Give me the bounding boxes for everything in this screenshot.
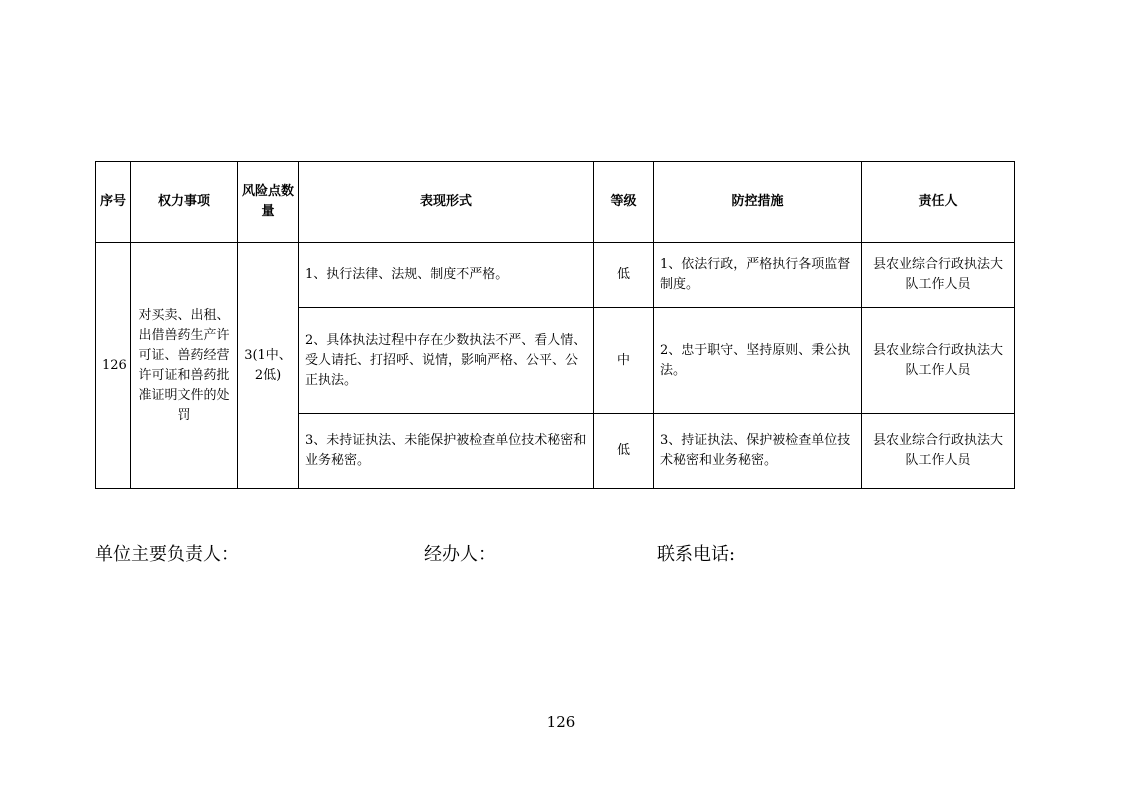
cell-measures: 2、忠于职守、坚持原则、秉公执法。 xyxy=(654,308,862,414)
header-risk-count: 风险点数量 xyxy=(238,162,299,243)
cell-level: 低 xyxy=(594,414,654,489)
header-power-item: 权力事项 xyxy=(131,162,238,243)
cell-seq: 126 xyxy=(96,243,131,489)
cell-manifestation: 1、执行法律、法规、制度不严格。 xyxy=(299,243,594,308)
cell-level: 低 xyxy=(594,243,654,308)
phone-label: 联系电话: xyxy=(657,544,736,565)
cell-responsible: 县农业综合行政执法大队工作人员 xyxy=(862,308,1015,414)
cell-manifestation: 3、未持证执法、未能保护被检查单位技术秘密和业务秘密。 xyxy=(299,414,594,489)
cell-measures: 3、持证执法、保护被检查单位技术秘密和业务秘密。 xyxy=(654,414,862,489)
cell-responsible: 县农业综合行政执法大队工作人员 xyxy=(862,243,1015,308)
header-level: 等级 xyxy=(594,162,654,243)
page-number: 126 xyxy=(546,713,576,731)
cell-power-item: 对买卖、出租、出借兽药生产许可证、兽药经营许可证和兽药批准证明文件的处罚 xyxy=(131,243,238,489)
cell-measures: 1、依法行政，严格执行各项监督制度。 xyxy=(654,243,862,308)
cell-manifestation: 2、具体执法过程中存在少数执法不严、看人情、受人请托、打招呼、说情，影响严格、公平、公正执法。 xyxy=(299,308,594,414)
header-responsible: 责任人 xyxy=(862,162,1015,243)
cell-level: 中 xyxy=(594,308,654,414)
risk-table xyxy=(95,161,1015,489)
header-measures: 防控措施 xyxy=(654,162,862,243)
header-manifestation: 表现形式 xyxy=(299,162,594,243)
table-row xyxy=(96,243,1015,308)
header-row xyxy=(96,162,1015,243)
unit-head-label: 单位主要负责人： xyxy=(95,544,239,565)
cell-responsible: 县农业综合行政执法大队工作人员 xyxy=(862,414,1015,489)
handler-label: 经办人： xyxy=(424,544,496,565)
header-seq: 序号 xyxy=(96,162,131,243)
cell-risk-count: 3(1中、2低) xyxy=(238,243,299,489)
